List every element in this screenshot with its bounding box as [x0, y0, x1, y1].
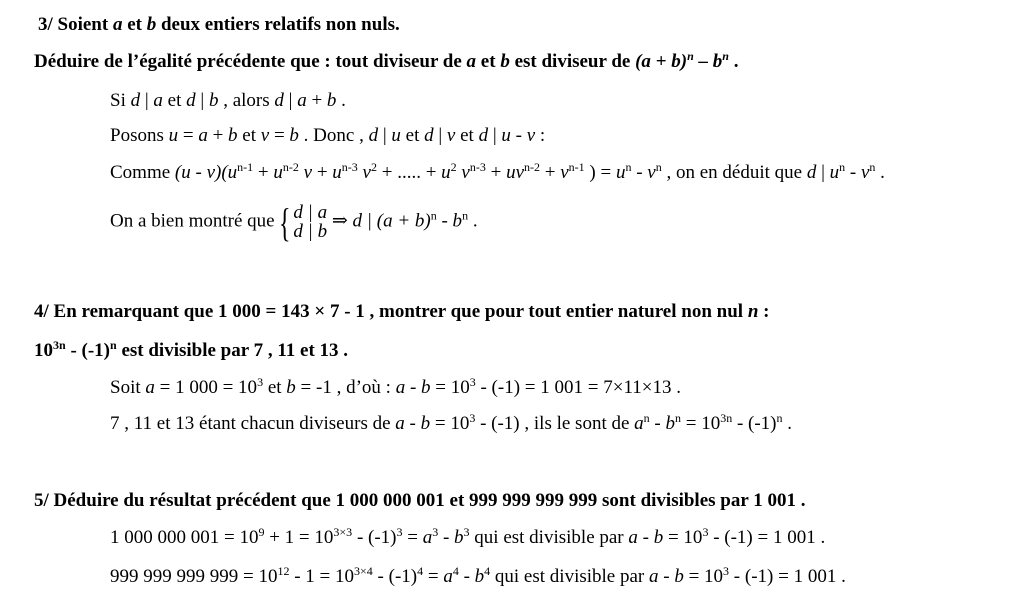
q3-line-3: Comme $(u - v)(u^{n-1} + u^{n-2}$ $v + u^{n-3}$ $v^2$ + ..... + $u^2$ $v^{n-3} + uv^{n-2} + v^{n-1}$ ) = $u^n - v^n$ , on en déduit que d | $u^n - v^n$ . — [110, 160, 885, 183]
q4-line-2: 7 , 11 et 13 étant chacun diviseurs de $a - b = 10^3 - (-1)$ , ils le sont de $a^n - b^n = 10^{3n} - (-1)^n$ . — [110, 411, 793, 434]
q4-subheading: $10^{3n} - (-1)^n$ est divisible par 7 , 11 et 13 . — [34, 338, 349, 361]
q5-heading: 5/ Déduire du résultat précédent que 1 000 000 001 et 999 999 999 999 sont divisibles par 1 001 . — [34, 490, 806, 511]
q3-line-2: Posons u = a + b et v = b . Donc , d | u et d | v et d | u - v : — [110, 125, 546, 146]
q4-heading: 4/ En remarquant que 1 000 = 143 × 7 - 1 , montrer que pour tout entier naturel non nul n : — [34, 301, 770, 322]
q4-line-1: Soit a = 1 $000 = 10^3$ et b = -1 , d’où : $a - b = 10^3 - (-1) = 1$ 001 = 7×11×13 . — [110, 375, 681, 398]
q3-subheading: Déduire de l’égalité précédente que : tout diviseur de a et b est diviseur de $(a + b)^n - b^n$ . — [34, 49, 739, 72]
q3-line-4: On a bien montré que { d | a d | b ⇒ d | $(a + b)^n - b^n$ . — [110, 200, 478, 245]
system-brace: { d | a d | b — [279, 200, 328, 245]
q5-line-1: 1 000 000 $001 = 10^9 + 1 = 10^{3\times 3} - (-1)^3 = a^3 - b^3$ qui est divisible par $a - b = 10^3 - (-1) = 1$ 001 . — [110, 525, 826, 548]
q5-line-2: 999 999 999 $999 = 10^{12} - 1 = 10^{3\times 4} - (-1)^4 = a^4 - b^4$ qui est divisible par $a - b = 10^3 - (-1) = 1$ 001 . — [110, 564, 846, 587]
q3-line-1: Si d | a et d | b , alors d | a + b . — [110, 90, 346, 111]
q3-heading: 3/ Soient a et b deux entiers relatifs non nuls. — [38, 14, 400, 35]
